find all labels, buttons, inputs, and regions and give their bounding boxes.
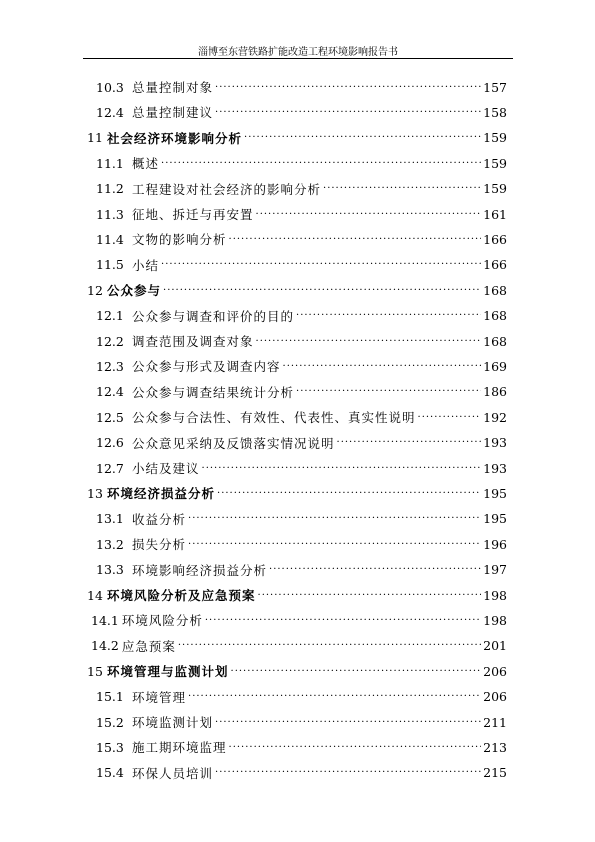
toc-entry-title: 收益分析 [132, 511, 187, 527]
toc-entry-number: 15.1 [96, 689, 124, 705]
page-header [83, 40, 513, 59]
toc-entry-number: 12.3 [96, 358, 124, 374]
toc-chapter-number: 11 [87, 130, 103, 146]
toc-entry-title: 环境风险分析 [121, 613, 203, 629]
document-title: 淄博至东营铁路扩能改造工程环境影响报告书 [198, 47, 398, 58]
toc-leader-dots [229, 234, 482, 245]
toc-entry[interactable] [96, 179, 507, 199]
toc-entry-number: 15.3 [96, 739, 124, 755]
toc-leader-dots [418, 412, 482, 423]
toc-entry[interactable] [96, 509, 507, 529]
toc-leader-dots [269, 564, 481, 575]
toc-leader-dots [337, 437, 482, 448]
toc-entry-page: 201 [483, 638, 507, 654]
toc-entry-page: 195 [483, 511, 507, 527]
toc-entry-page: 192 [483, 409, 507, 425]
toc-leader-dots [161, 158, 481, 169]
toc-chapter-page: 159 [483, 130, 507, 146]
toc-entry-title: 总量控制对象 [132, 80, 214, 95]
toc-chapter-title: 环境风险分析及应急预案 [107, 588, 256, 603]
toc-entry-page: 161 [483, 206, 507, 222]
toc-leader-dots [215, 107, 481, 118]
toc-entry-number: 14.1 [91, 612, 119, 628]
toc-entry-number: 12.2 [96, 333, 124, 349]
toc-entry-title: 公众参与合法性、有效性、代表性、真实性说明 [132, 410, 416, 426]
toc-leader-dots [161, 259, 481, 270]
toc-entry-title: 应急预案 [121, 638, 176, 654]
toc-leader-dots [215, 717, 481, 728]
toc-entry-title: 公众参与调查和评价的目的 [132, 308, 295, 324]
toc-leader-dots [205, 615, 481, 626]
toc-entry-number: 14.2 [91, 638, 119, 654]
toc-entry-number: 13.3 [96, 562, 124, 578]
toc-entry[interactable] [96, 153, 507, 173]
toc-chapter-page: 198 [483, 587, 507, 603]
toc-entry[interactable] [91, 610, 507, 630]
toc-entry[interactable] [96, 458, 507, 478]
toc-chapter[interactable] [87, 483, 507, 503]
toc-entry[interactable] [96, 763, 507, 783]
toc-entry-title: 调查范围及调查对象 [132, 334, 254, 349]
toc-entry-page: 215 [483, 765, 507, 781]
toc-entry-title: 总量控制建议 [132, 105, 214, 121]
toc-entry-page: 196 [483, 536, 507, 552]
toc-entry-number: 12.5 [96, 409, 124, 425]
toc-leader-dots [202, 463, 482, 474]
toc-leader-dots [258, 590, 482, 601]
toc-chapter-title: 环境管理与监测计划 [107, 664, 229, 680]
toc-entry-page: 198 [483, 612, 507, 628]
toc-entry-page: 166 [483, 231, 507, 247]
toc-entry[interactable] [96, 560, 507, 580]
toc-entry-page: 157 [483, 79, 507, 95]
toc-chapter-number: 13 [87, 485, 103, 501]
toc-entry-number: 11.4 [96, 231, 124, 247]
toc-entry-page: 159 [483, 181, 507, 197]
toc-leader-dots [256, 209, 482, 220]
toc-entry-number: 11.1 [96, 155, 124, 171]
toc-entry[interactable] [96, 534, 507, 554]
toc-entry-title: 征地、拆迁与再安置 [132, 207, 254, 222]
toc-entry[interactable] [96, 77, 507, 97]
toc-entry-title: 公众参与调查结果统计分析 [132, 384, 295, 400]
toc-entry[interactable] [96, 382, 507, 402]
toc-chapter-title: 环境经济损益分析 [107, 486, 216, 502]
toc-entry-title: 概述 [132, 156, 160, 172]
toc-entry[interactable] [96, 102, 507, 122]
toc-chapter-page: 206 [483, 663, 507, 679]
toc-chapter[interactable] [87, 585, 507, 605]
toc-entry-page: 168 [483, 333, 507, 349]
toc-chapter-page: 168 [483, 282, 507, 298]
toc-leader-dots [215, 767, 481, 778]
toc-leader-dots [163, 285, 481, 296]
toc-entry-number: 12.4 [96, 384, 124, 400]
toc-entry-page: 169 [483, 358, 507, 374]
toc-leader-dots [229, 742, 482, 753]
toc-entry-number: 13.1 [96, 511, 124, 527]
toc-chapter-number: 14 [87, 587, 103, 603]
toc-leader-dots [188, 513, 481, 524]
toc-entry-title: 工程建设对社会经济的影响分析 [132, 181, 322, 197]
toc-entry-title: 环境管理 [132, 689, 187, 705]
toc-leader-dots [283, 361, 482, 372]
toc-entry-number: 15.4 [96, 765, 124, 781]
toc-entry-title: 小结及建议 [132, 461, 200, 476]
toc-chapter-number: 15 [87, 663, 103, 679]
toc-entry-title: 环保人员培训 [132, 765, 214, 781]
toc-chapter[interactable] [87, 128, 507, 148]
toc-entry-title: 环境影响经济损益分析 [132, 562, 268, 578]
toc-entry-page: 158 [483, 104, 507, 120]
toc-entry-page: 211 [483, 714, 507, 730]
toc-entry-number: 12.6 [96, 435, 124, 451]
toc-leader-dots [231, 666, 482, 677]
toc-entry[interactable] [96, 356, 507, 376]
toc-entry-title: 公众参与形式及调查内容 [132, 359, 281, 375]
toc-entry-page: 197 [483, 562, 507, 578]
toc-entry[interactable] [96, 433, 507, 453]
toc-chapter[interactable] [87, 661, 507, 681]
toc-entry-number: 11.2 [96, 181, 124, 197]
toc-leader-dots [188, 691, 481, 702]
toc-entry-number: 12.7 [96, 460, 124, 476]
toc-entry-number: 11.5 [96, 257, 124, 273]
toc-entry-number: 13.2 [96, 536, 124, 552]
toc-leader-dots [215, 82, 481, 93]
toc-leader-dots [256, 336, 482, 347]
toc-entry[interactable] [91, 636, 507, 656]
toc-entry-page: 206 [483, 689, 507, 705]
toc-leader-dots [244, 132, 481, 143]
toc-leader-dots [296, 310, 481, 321]
toc-entry-title: 损失分析 [132, 537, 187, 553]
toc-entry-page: 186 [483, 384, 507, 400]
toc-chapter-title: 公众参与 [107, 283, 162, 299]
toc-chapter-title: 社会经济环境影响分析 [107, 130, 243, 146]
toc-entry[interactable] [96, 331, 507, 351]
toc-leader-dots [178, 640, 481, 651]
toc-entry-page: 166 [483, 257, 507, 273]
toc-entry-page: 213 [483, 739, 507, 755]
toc-leader-dots [323, 183, 481, 194]
toc-entry[interactable] [96, 407, 507, 427]
toc-leader-dots [296, 386, 481, 397]
toc-entry-number: 11.3 [96, 206, 124, 222]
toc-entry[interactable] [96, 255, 507, 275]
toc-entry-number: 15.2 [96, 714, 124, 730]
toc-entry-number: 12.1 [96, 308, 124, 324]
toc-entry[interactable] [96, 306, 507, 326]
toc-entry-number: 12.4 [96, 104, 124, 120]
toc-leader-dots [217, 488, 481, 499]
toc-entry-title: 文物的影响分析 [132, 232, 227, 248]
toc-entry[interactable] [96, 687, 507, 707]
toc-entry-page: 168 [483, 308, 507, 324]
toc-entry-title: 环境监测计划 [132, 715, 214, 730]
toc-entry-title: 小结 [132, 257, 160, 273]
toc-entry[interactable] [96, 229, 507, 249]
toc-entry-page: 159 [483, 155, 507, 171]
toc-chapter-page: 195 [483, 485, 507, 501]
toc-chapter[interactable] [87, 280, 507, 300]
toc-entry-title: 施工期环境监理 [132, 740, 227, 756]
toc-entry-page: 193 [483, 460, 507, 476]
toc-entry[interactable] [96, 737, 507, 757]
toc-entry-title: 公众意见采纳及反馈落实情况说明 [132, 435, 335, 451]
toc-entry-page: 193 [483, 435, 507, 451]
toc-entry[interactable] [96, 204, 507, 224]
toc-entry[interactable] [96, 712, 507, 732]
toc-chapter-number: 12 [87, 282, 103, 298]
toc-leader-dots [188, 539, 481, 550]
toc-entry-number: 10.3 [96, 79, 124, 95]
